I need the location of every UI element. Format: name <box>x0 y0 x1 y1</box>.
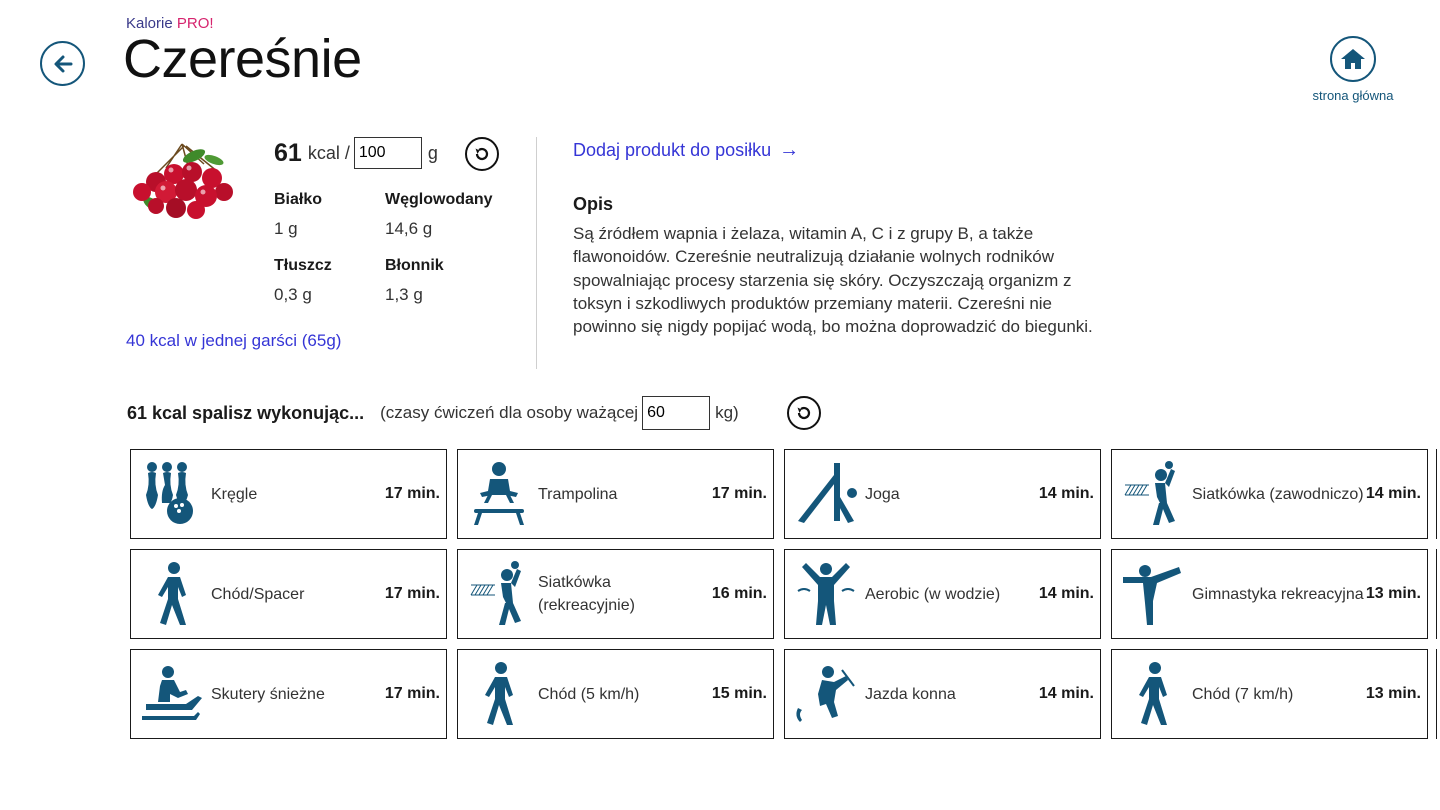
activity-tile[interactable] <box>784 449 1101 539</box>
activity-name: Gimnastyka rekreacyjna <box>1192 585 1364 603</box>
home-icon <box>1340 47 1366 71</box>
weight-unit: kg) <box>715 403 739 422</box>
activity-time: 14 min. <box>1038 585 1094 602</box>
activity-time: 13 min. <box>1365 585 1421 602</box>
nutrient-value: 0,3 g <box>274 285 312 304</box>
partial-activity-tile[interactable] <box>1436 649 1440 739</box>
activity-tile[interactable] <box>457 649 774 739</box>
activity-tile[interactable] <box>130 549 447 639</box>
activity-time: 17 min. <box>384 685 440 702</box>
water-aerobics-icon <box>791 559 861 629</box>
activity-tile[interactable] <box>130 649 447 739</box>
walking-icon <box>1118 659 1188 729</box>
home-label: strona główna <box>1312 88 1394 103</box>
nutrient-label: Tłuszcz <box>274 257 332 274</box>
activity-time: 17 min. <box>384 585 440 602</box>
activity-time: 17 min. <box>384 485 440 502</box>
activity-time: 14 min. <box>1038 685 1094 702</box>
activity-tile[interactable] <box>784 649 1101 739</box>
burn-subtitle: (czasy ćwiczeń dla osoby ważącej <box>380 403 639 422</box>
nutrient-fiber <box>385 257 444 305</box>
nutrient-value: 1,3 g <box>385 285 423 304</box>
activity-tile[interactable] <box>130 449 447 539</box>
trampoline-icon <box>464 459 534 529</box>
activity-name: Chód (5 km/h) <box>538 685 640 703</box>
activity-tile[interactable] <box>1111 649 1428 739</box>
burn-title: 61 kcal spalisz wykonując... <box>127 402 365 423</box>
activity-tile[interactable] <box>1111 449 1428 539</box>
volleyball-icon <box>464 559 534 629</box>
activity-name: Siatkówka (zawodniczo) <box>1192 485 1364 503</box>
description-text: Są źródłem wapnia i żelaza, witamin A, C i z grupy B, a także flawonoidów. Czereśnie neutralizują działanie wolnych rodników spowalniając procesy starzenia się skóry. Oczyszczają organizm z toksyn i szkodliwych produktów przemiany materii. Czereśni nie powinno się nigdy popijać wodą, bo można doprowadzić do biegunki. <box>573 224 1093 337</box>
volleyball-icon <box>1118 459 1188 529</box>
reset-icon <box>795 404 813 422</box>
reset-grams-button[interactable] <box>465 137 499 171</box>
reset-weight-button[interactable] <box>787 396 821 430</box>
kcal-unit: kcal / <box>307 142 350 163</box>
kcal-row <box>274 136 438 170</box>
bowling-icon <box>137 459 207 529</box>
partial-activity-tile[interactable] <box>1436 449 1440 539</box>
activity-name: Skutery śnieżne <box>211 685 325 703</box>
burn-row <box>127 396 739 430</box>
activity-tile[interactable] <box>457 449 774 539</box>
arrow-right-icon: → <box>779 139 800 161</box>
home-circle <box>1330 36 1376 82</box>
walking-icon <box>464 659 534 729</box>
vertical-divider <box>536 137 537 369</box>
activity-name: Aerobic (w wodzie) <box>865 585 1001 603</box>
nutrient-label: Błonnik <box>385 257 444 274</box>
partial-activity-tile[interactable] <box>1436 549 1440 639</box>
activity-time: 14 min. <box>1038 485 1094 502</box>
arrow-left-icon <box>51 52 75 76</box>
horse-riding-icon <box>791 659 861 729</box>
app-name-text: Kalorie <box>126 15 173 32</box>
activity-name: Trampolina <box>538 485 618 503</box>
nutrient-carbs <box>385 191 493 239</box>
activity-time: 14 min. <box>1365 485 1421 502</box>
activity-tile[interactable] <box>784 549 1101 639</box>
activity-time: 16 min. <box>711 585 767 602</box>
cherries-image <box>126 138 238 220</box>
activity-name: Kręgle <box>211 485 258 503</box>
yoga-icon <box>791 459 861 529</box>
app-pro-badge: PRO! <box>176 15 214 32</box>
activity-name: Jazda konna <box>865 685 956 703</box>
back-button[interactable] <box>40 41 85 86</box>
nutrient-value: 1 g <box>274 219 298 238</box>
snowmobile-icon <box>137 659 207 729</box>
activity-time: 13 min. <box>1365 685 1421 702</box>
handful-link[interactable]: 40 kcal w jednej garści (65g) <box>126 331 342 350</box>
nutrient-value: 14,6 g <box>385 219 433 238</box>
gram-unit: g <box>427 142 438 163</box>
activity-time: 17 min. <box>711 485 767 502</box>
weight-input[interactable] <box>642 396 710 430</box>
reset-icon <box>473 145 491 163</box>
activity-name: Siatkówka (rekreacyjnie) <box>538 574 635 614</box>
add-to-meal-label: Dodaj produkt do posiłku <box>573 140 772 160</box>
activity-name: Chód (7 km/h) <box>1192 685 1294 703</box>
add-to-meal-link[interactable] <box>573 139 799 162</box>
nutrient-protein <box>274 191 322 239</box>
activity-tile[interactable] <box>1111 549 1428 639</box>
nutrient-fat <box>274 257 332 305</box>
activity-tile[interactable] <box>457 549 774 639</box>
activity-time: 15 min. <box>711 685 767 702</box>
activities-grid <box>130 449 1428 739</box>
page-title: Czereśnie <box>123 29 362 89</box>
kcal-value: 61 <box>274 138 302 167</box>
grams-input[interactable] <box>354 137 422 169</box>
nutrient-label: Białko <box>274 191 323 208</box>
nutrient-label: Węglowodany <box>385 191 493 208</box>
activity-name: Joga <box>865 485 900 503</box>
gymnastics-icon <box>1118 559 1188 629</box>
description-title: Opis <box>573 194 614 214</box>
home-button[interactable] <box>1306 36 1400 103</box>
activity-name: Chód/Spacer <box>211 585 305 603</box>
walking-icon <box>137 559 207 629</box>
